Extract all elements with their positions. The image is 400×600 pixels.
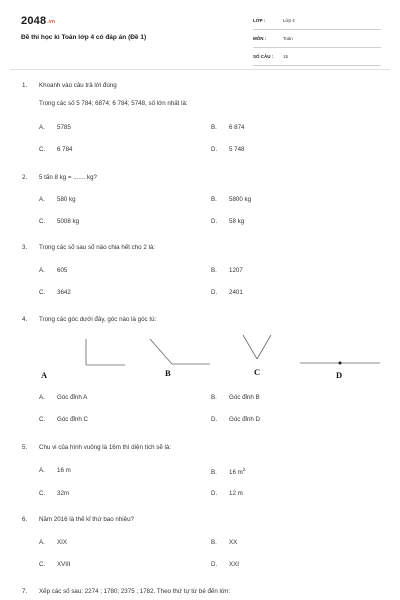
- option-value: 580 kg: [57, 196, 76, 203]
- meta-count-row: [253, 52, 381, 66]
- option-6d[interactable]: [211, 561, 239, 568]
- option-letter: D.: [211, 218, 218, 225]
- header-divider: [10, 69, 390, 70]
- option-5d[interactable]: [211, 490, 243, 497]
- question-number: 4.: [22, 316, 28, 323]
- option-letter: D.: [211, 490, 218, 497]
- option-value: 5008 kg: [57, 218, 80, 225]
- option-value: 605: [57, 267, 68, 274]
- option-letter: C.: [39, 146, 46, 153]
- option-letter: C.: [39, 561, 46, 568]
- question-subtext: Trong các số 5 784; 6874; 6 784; 5748, số lớn nhất là:: [39, 100, 188, 107]
- option-letter: A.: [39, 394, 45, 401]
- meta-subject-row: [253, 34, 381, 48]
- question-number: 2.: [22, 174, 28, 181]
- option-letter: A.: [39, 124, 45, 131]
- option-2d[interactable]: [211, 218, 244, 225]
- option-value: 5785: [57, 124, 71, 131]
- option-letter: B.: [211, 394, 217, 401]
- meta-class-label: LỚP :: [253, 18, 266, 23]
- exam-header: [0, 0, 400, 65]
- option-letter: D.: [211, 289, 218, 296]
- option-value: 5 748: [229, 146, 245, 153]
- option-value: 58 kg: [229, 218, 245, 225]
- option-letter: B.: [211, 124, 217, 131]
- option-6a[interactable]: [39, 539, 67, 546]
- question-text: Xếp các số sau: 2274 ; 1780; 2375 ; 1782. Theo thứ tự từ bé đến lớn:: [39, 588, 231, 595]
- option-value: XVIII: [57, 561, 71, 568]
- option-value: Góc đỉnh D: [229, 416, 260, 423]
- option-value: 12 m: [229, 490, 243, 497]
- option-letter: B.: [211, 539, 217, 546]
- option-4b[interactable]: [211, 394, 260, 401]
- option-value: 6 784: [57, 146, 73, 153]
- angle-a-shape: [86, 339, 125, 365]
- option-5a[interactable]: [39, 467, 71, 474]
- option-3d[interactable]: [211, 289, 243, 296]
- option-letter: D.: [211, 416, 218, 423]
- option-value: 6 874: [229, 124, 245, 131]
- option-superscript: 2: [242, 467, 246, 472]
- angles-figure: [0, 333, 400, 383]
- meta-subject-value: Toán: [283, 36, 293, 41]
- option-5c[interactable]: [39, 490, 69, 497]
- option-6c[interactable]: [39, 561, 70, 568]
- option-letter: B.: [211, 196, 217, 203]
- question-text: Trong các số sau số nào chia hết cho 2 là:: [39, 244, 156, 251]
- option-value: 16 m: [57, 467, 71, 474]
- option-letter: D.: [211, 146, 218, 153]
- question-text: Năm 2016 là thế kỉ thứ bao nhiêu?: [39, 516, 134, 523]
- angle-label-a: A: [41, 370, 48, 380]
- logo-domain: .vn: [47, 19, 56, 25]
- option-4a[interactable]: [39, 394, 87, 401]
- option-letter: A.: [39, 267, 45, 274]
- option-1b[interactable]: [211, 124, 244, 131]
- angle-c-shape: [243, 335, 271, 359]
- angle-label-c: C: [254, 367, 261, 377]
- option-letter: C.: [39, 416, 46, 423]
- question-text: Trong các góc dưới đây, góc nào là góc tù:: [39, 316, 157, 323]
- option-3a[interactable]: [39, 267, 67, 274]
- option-value: Góc đỉnh A: [57, 394, 88, 401]
- option-3c[interactable]: [39, 289, 71, 296]
- option-value: 3642: [57, 289, 71, 296]
- option-value: 2401: [229, 289, 243, 296]
- option-4c[interactable]: [39, 416, 88, 423]
- option-value: 16 m: [229, 469, 243, 477]
- option-letter: B.: [211, 469, 217, 477]
- option-letter: A.: [39, 467, 45, 474]
- option-4d[interactable]: [211, 416, 260, 423]
- option-5b[interactable]: [211, 467, 245, 476]
- question-number: 1.: [22, 82, 28, 89]
- option-1a[interactable]: [39, 124, 71, 131]
- option-value: XIX: [57, 539, 67, 546]
- option-value: XX: [229, 539, 238, 546]
- option-letter: D.: [211, 561, 218, 568]
- logo-text: 2048: [21, 15, 47, 27]
- angle-b-shape: [150, 339, 210, 364]
- question-text: 5 tấn 8 kg = ....... kg?: [39, 174, 97, 181]
- meta-class-row: [253, 16, 381, 30]
- angle-label-d: D: [336, 370, 343, 380]
- option-letter: C.: [39, 490, 46, 497]
- option-1d[interactable]: [211, 146, 244, 153]
- site-logo[interactable]: [21, 15, 55, 27]
- option-letter: A.: [39, 196, 45, 203]
- option-letter: C.: [39, 218, 46, 225]
- option-3b[interactable]: [211, 267, 243, 274]
- meta-subject-label: MÔN :: [253, 36, 267, 41]
- question-number: 3.: [22, 244, 28, 251]
- question-text: Khoanh vào câu trả lời đúng: [39, 82, 117, 89]
- option-2a[interactable]: [39, 196, 76, 203]
- question-text: Chu vi của hình vuông là 16m thì diện tích sẽ là:: [39, 444, 172, 451]
- exam-title: Đề thi học kì Toán lớp 4 có đáp án (Đề 1): [21, 34, 147, 41]
- option-value: XXI: [229, 561, 239, 568]
- option-letter: B.: [211, 267, 217, 274]
- option-1c[interactable]: [39, 146, 72, 153]
- meta-class-value: Lớp 4: [283, 18, 295, 23]
- option-letter: C.: [39, 289, 46, 296]
- angle-d-shape: [300, 362, 380, 365]
- option-value: 5800 kg: [229, 196, 252, 203]
- option-2c[interactable]: [39, 218, 79, 225]
- option-letter: A.: [39, 539, 45, 546]
- option-value: 1207: [229, 267, 243, 274]
- meta-count-label: SỐ CÂU :: [253, 54, 274, 59]
- question-number: 7.: [22, 588, 28, 595]
- option-2b[interactable]: [211, 196, 251, 203]
- question-number: 5.: [22, 444, 28, 451]
- question-number: 6.: [22, 516, 28, 523]
- angle-label-b: B: [165, 368, 171, 378]
- meta-count-value: 15: [283, 54, 289, 59]
- option-value: Góc đỉnh C: [57, 416, 88, 423]
- exam-meta: [253, 16, 381, 70]
- option-value: 32m: [57, 490, 70, 497]
- option-6b[interactable]: [211, 539, 237, 546]
- option-value: Góc đỉnh B: [229, 394, 260, 401]
